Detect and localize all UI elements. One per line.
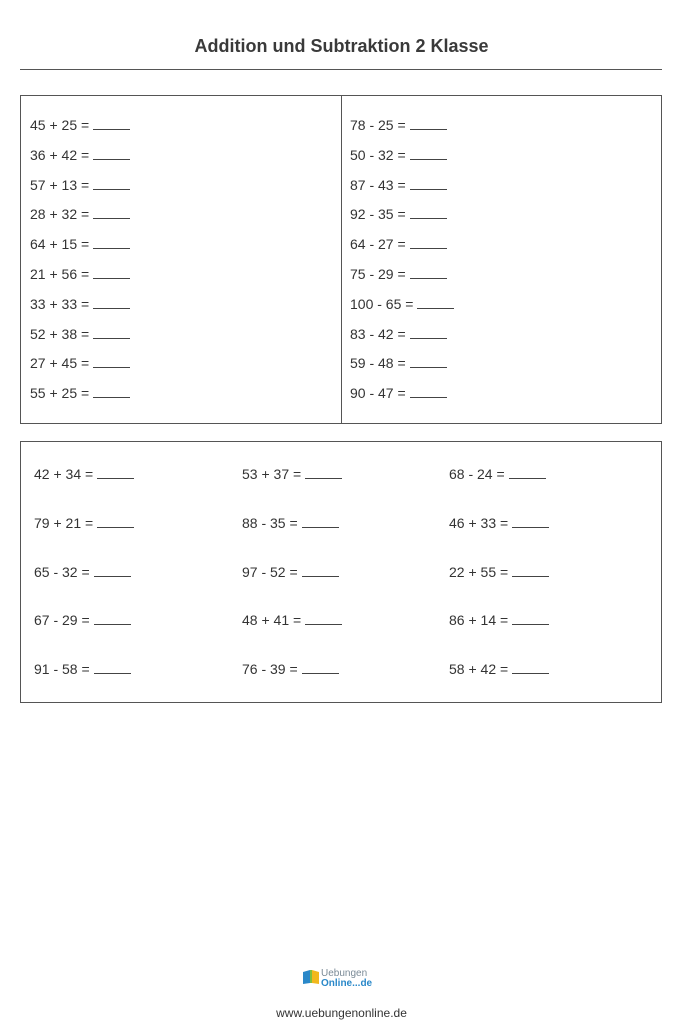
exercise-text: 57 + 13 = [30,176,90,193]
answer-blank[interactable] [93,292,130,309]
subtraction-column [350,113,454,411]
answer-blank[interactable] [305,462,342,479]
exercise-item [34,608,131,631]
exercise-text: 67 - 29 = [34,612,90,629]
exercise-item [350,113,454,143]
exercise-item [350,202,454,232]
exercise-text: 65 - 32 = [34,563,90,580]
answer-blank[interactable] [512,657,549,674]
answer-blank[interactable] [512,560,549,577]
exercise-item [34,511,134,534]
exercise-item [30,113,130,143]
answer-blank[interactable] [94,560,131,577]
logo-text-top: Uebungen [321,968,368,979]
exercise-item [30,351,130,381]
exercise-item [350,232,454,262]
exercise-item [242,608,342,631]
exercise-text: 36 + 42 = [30,146,90,163]
exercise-text: 64 - 27 = [350,236,406,253]
answer-blank[interactable] [410,173,447,190]
exercise-item [30,292,130,322]
answer-blank[interactable] [305,608,342,625]
exercise-text: 42 + 34 = [34,466,94,482]
exercise-item [350,351,454,381]
exercise-text: 75 - 29 = [350,265,406,282]
answer-blank[interactable] [302,511,339,528]
exercise-item [449,511,549,534]
answer-blank[interactable] [97,511,134,528]
exercise-text: 78 - 25 = [350,117,406,133]
exercise-text: 68 - 24 = [449,466,505,482]
exercise-item [242,657,339,680]
exercise-item [30,173,130,203]
exercise-text: 88 - 35 = [242,514,298,531]
exercise-text: 76 - 39 = [242,661,298,678]
answer-blank[interactable] [93,232,130,249]
answer-blank[interactable] [93,262,130,279]
website-url[interactable]: www.uebungenonline.de [276,1006,407,1020]
exercise-text: 45 + 25 = [30,117,90,133]
exercise-item [30,381,130,411]
exercise-text: 27 + 45 = [30,355,90,372]
answer-blank[interactable] [93,143,130,160]
page-title: Addition und Subtraktion 2 Klasse [194,36,489,56]
answer-blank[interactable] [509,462,546,479]
exercise-item [34,560,131,583]
exercise-item [350,381,454,411]
answer-blank[interactable] [410,113,447,130]
book-icon [302,968,320,986]
answer-blank[interactable] [417,292,454,309]
exercise-item [34,657,131,680]
answer-blank[interactable] [302,657,339,674]
answer-blank[interactable] [410,262,447,279]
answer-blank[interactable] [94,657,131,674]
answer-blank[interactable] [410,202,447,219]
answer-blank[interactable] [93,322,130,339]
answer-blank[interactable] [93,381,130,398]
exercise-text: 58 + 42 = [449,661,509,678]
exercise-item [350,262,454,292]
exercise-box-two-columns [20,95,662,424]
answer-blank[interactable] [410,143,447,160]
exercise-text: 59 - 48 = [350,355,406,372]
exercise-item [30,232,130,262]
exercise-text: 79 + 21 = [34,514,94,531]
exercise-item [34,462,134,485]
answer-blank[interactable] [410,322,447,339]
answer-blank[interactable] [410,381,447,398]
answer-blank[interactable] [94,608,131,625]
exercise-text: 50 - 32 = [350,146,406,163]
exercise-item [30,143,130,173]
column-divider [341,96,342,423]
exercise-item [449,560,549,583]
exercise-text: 52 + 38 = [30,325,90,342]
answer-blank[interactable] [93,202,130,219]
answer-blank[interactable] [97,462,134,479]
exercise-text: 28 + 32 = [30,206,90,223]
exercise-item [242,462,342,485]
answer-blank[interactable] [302,560,339,577]
exercise-text: 53 + 37 = [242,466,302,482]
exercise-item [449,657,549,680]
exercise-item [449,608,549,631]
exercise-item [242,560,339,583]
answer-blank[interactable] [93,351,130,368]
exercise-item [350,173,454,203]
exercise-item [350,292,454,322]
exercise-text: 100 - 65 = [350,295,414,312]
answer-blank[interactable] [512,511,549,528]
exercise-text: 87 - 43 = [350,176,406,193]
exercise-item [30,202,130,232]
answer-blank[interactable] [410,351,447,368]
addition-column [30,113,130,411]
exercise-item [242,511,339,534]
exercise-text: 48 + 41 = [242,612,302,629]
exercise-text: 22 + 55 = [449,563,509,580]
exercise-text: 92 - 35 = [350,206,406,223]
exercise-text: 55 + 25 = [30,385,90,402]
exercise-item [30,322,130,352]
exercise-text: 64 + 15 = [30,236,90,253]
exercise-text: 97 - 52 = [242,563,298,580]
exercise-item [350,143,454,173]
exercise-text: 90 - 47 = [350,385,406,402]
exercise-text: 46 + 33 = [449,514,509,531]
answer-blank[interactable] [93,113,130,130]
exercise-text: 86 + 14 = [449,612,509,629]
site-logo[interactable] [302,966,382,992]
exercise-text: 91 - 58 = [34,661,90,678]
exercise-text: 83 - 42 = [350,325,406,342]
answer-blank[interactable] [93,173,130,190]
exercise-text: 21 + 56 = [30,265,90,282]
exercise-text: 33 + 33 = [30,295,90,312]
logo-text-bottom: Online...de [321,978,373,989]
title-divider [20,69,662,70]
exercise-item [350,322,454,352]
exercise-item [449,462,546,485]
exercise-box-grid [20,441,662,703]
answer-blank[interactable] [512,608,549,625]
answer-blank[interactable] [410,232,447,249]
exercise-item [30,262,130,292]
